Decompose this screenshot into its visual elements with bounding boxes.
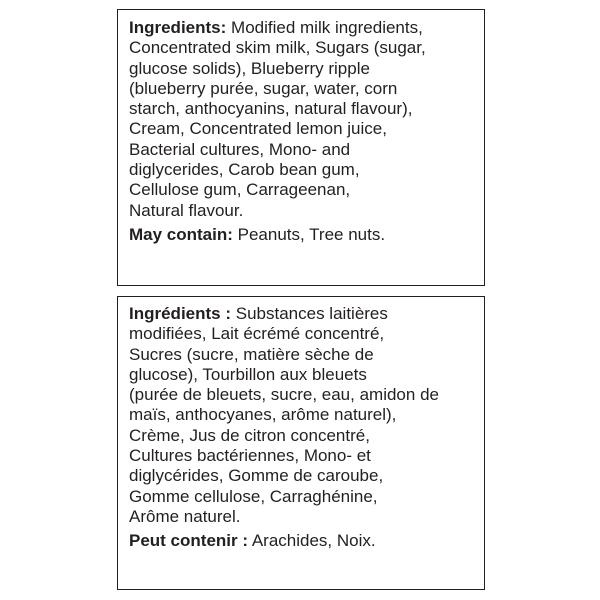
french-ingredient-line: modifiées, Lait écrémé concentré, xyxy=(129,324,385,344)
french-may-contain-heading: Peut contenir : xyxy=(129,531,249,551)
english-ingredient-line: Modified milk ingredients, xyxy=(231,18,423,37)
french-may-contain xyxy=(129,531,474,551)
french-ingredient-line: glucose), Tourbillon aux bleuets xyxy=(129,364,367,384)
french-ingredients-heading: Ingrédients : xyxy=(129,304,232,323)
english-ingredient-line: Concentrated skim milk, Sugars (sugar, xyxy=(129,38,426,58)
french-ingredient-line: Cultures bactériennes, Mono- et xyxy=(129,446,371,466)
english-ingredient-line: Cellulose gum, Carrageenan, xyxy=(129,180,351,200)
english-ingredient-line: glucose solids), Blueberry ripple xyxy=(129,58,370,78)
english-ingredient-line: diglycerides, Carob bean gum, xyxy=(129,160,360,180)
french-ingredients-panel xyxy=(117,296,485,590)
french-ingredient-line: Gomme cellulose, Carraghénine, xyxy=(129,486,378,506)
english-ingredient-line: Cream, Concentrated lemon juice, xyxy=(129,119,387,139)
english-may-contain-heading: May contain: xyxy=(129,224,233,244)
french-ingredient-line: Arôme naturel. xyxy=(129,506,241,526)
french-ingredient-line: Substances laitières xyxy=(235,304,388,323)
french-ingredient-line: Sucres (sucre, matière sèche de xyxy=(129,344,374,364)
english-ingredients-heading: Ingredients: xyxy=(129,18,227,37)
french-may-contain-text: Arachides, Noix. xyxy=(251,531,376,551)
french-ingredient-line: Crème, Jus de citron concentré, xyxy=(129,425,370,445)
english-ingredient-line: starch, anthocyanins, natural flavour), xyxy=(129,99,413,119)
english-ingredients-list xyxy=(129,18,474,221)
english-may-contain-text: Peanuts, Tree nuts. xyxy=(237,224,386,244)
french-ingredient-line: diglycérides, Gomme de caroube, xyxy=(129,466,384,486)
english-ingredient-line: (blueberry purée, sugar, water, corn xyxy=(129,78,398,98)
french-ingredient-line: maïs, anthocyanes, arôme naturel), xyxy=(129,405,397,425)
english-ingredient-line: Natural flavour. xyxy=(129,200,244,220)
english-ingredient-line: Bacterial cultures, Mono- and xyxy=(129,139,351,159)
french-ingredient-line: (purée de bleuets, sucre, eau, amidon de xyxy=(129,385,439,405)
english-ingredients-panel xyxy=(117,9,485,286)
french-ingredients-list xyxy=(129,304,474,527)
english-may-contain xyxy=(129,225,474,245)
